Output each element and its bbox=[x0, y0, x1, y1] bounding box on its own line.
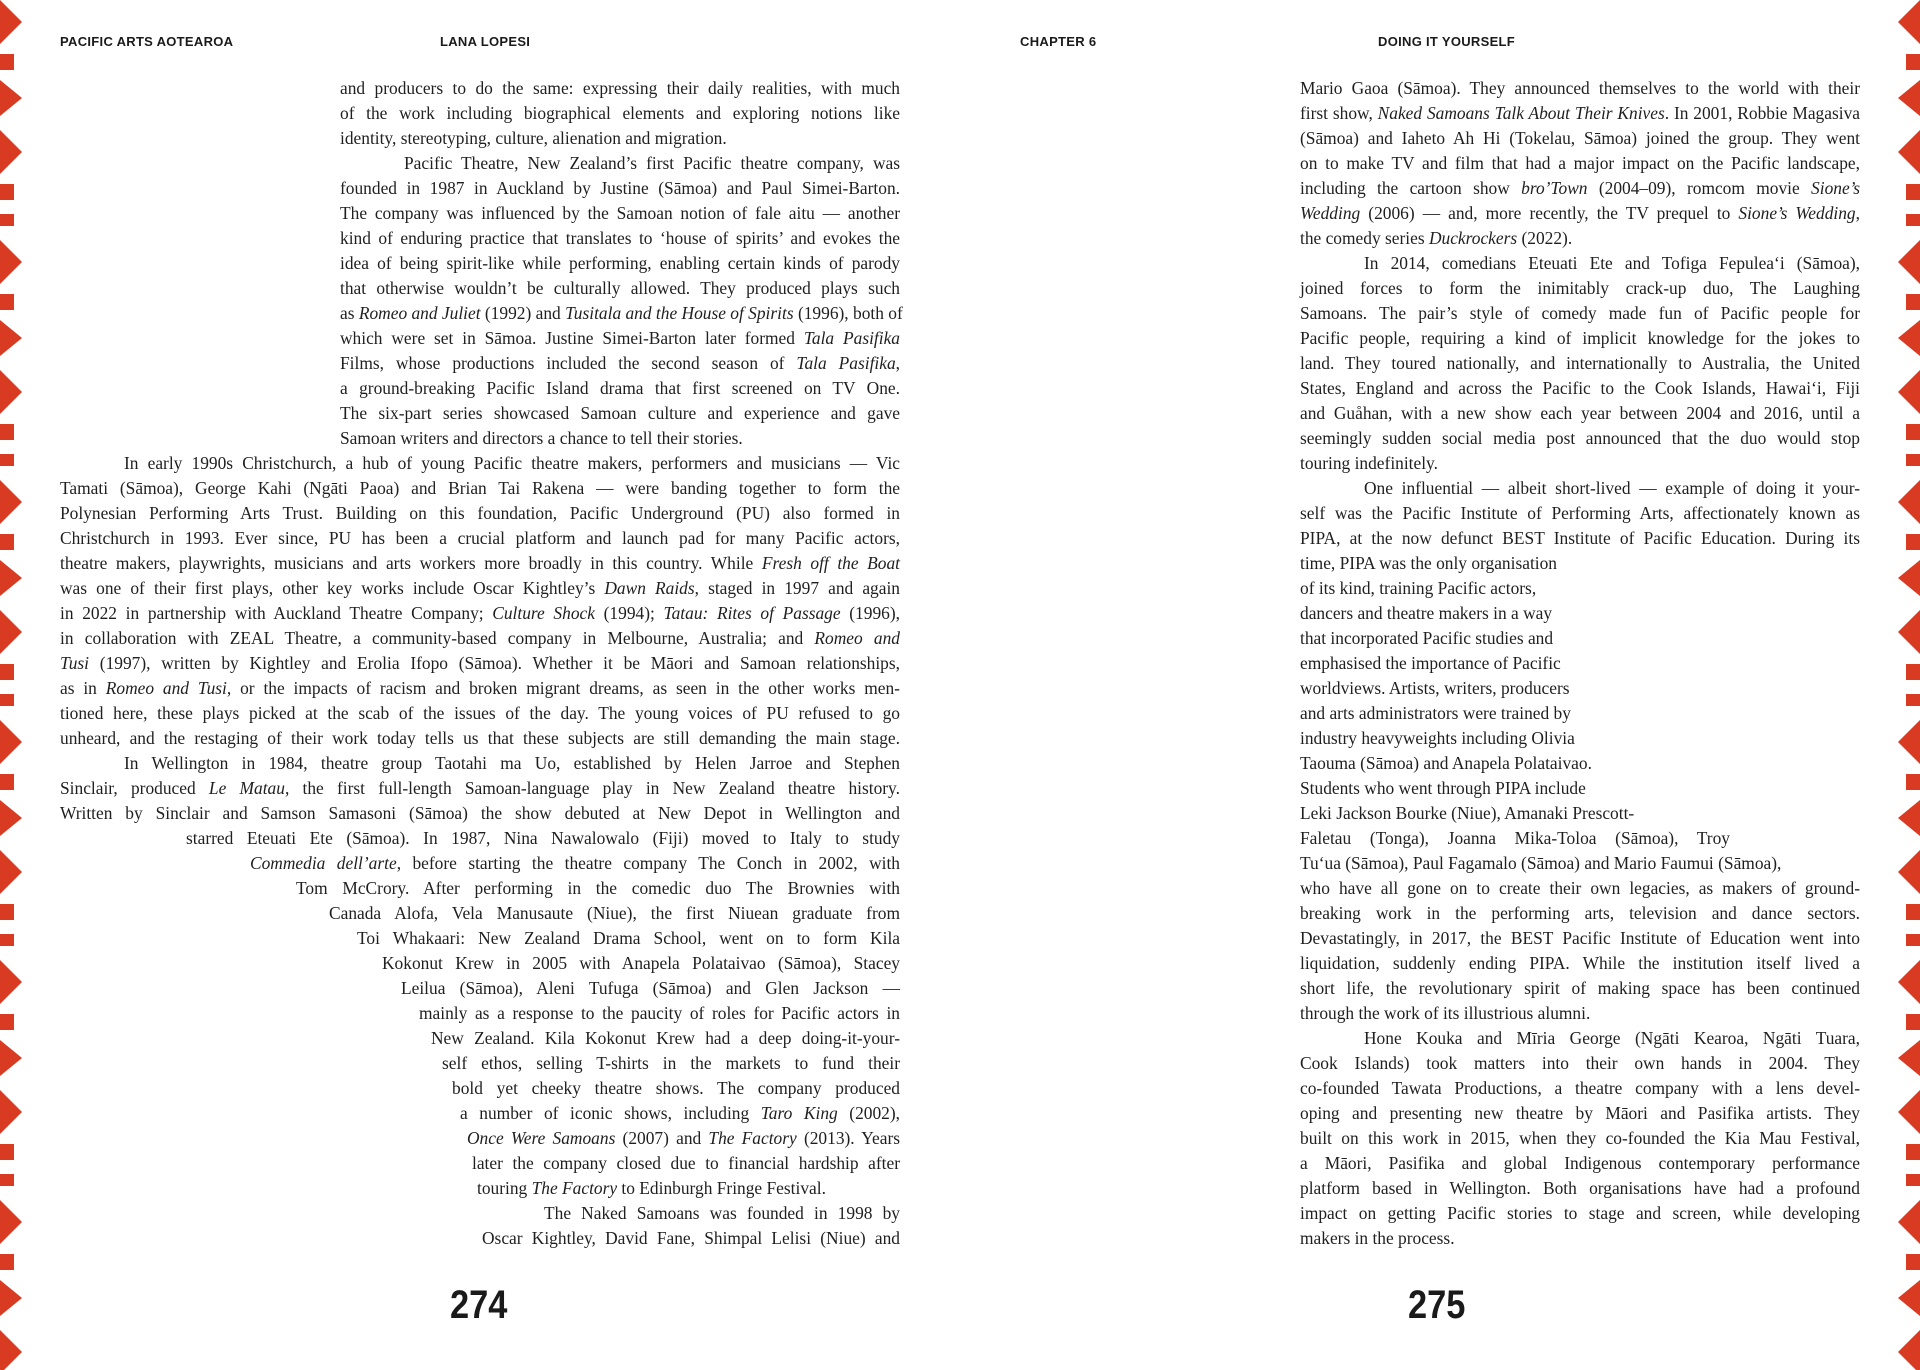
border-shape bbox=[1906, 904, 1920, 920]
text-line: Pacific people, requiring a kind of implicit knowledge for the jokes to bbox=[1300, 328, 1860, 348]
border-shape bbox=[0, 560, 22, 596]
border-shape bbox=[0, 1144, 14, 1160]
text-line: Tom McCrory. After performing in the comedic duo The Brownies with bbox=[296, 878, 900, 898]
border-shape bbox=[0, 1280, 22, 1316]
text-line: in collaboration with ZEAL Theatre, a community-based company in Melbourne, Australia; and Romeo and bbox=[60, 628, 900, 648]
border-shape bbox=[0, 1014, 14, 1030]
text-line: that otherwise wouldn’t be culturally allowed. They produced plays such bbox=[340, 278, 900, 298]
text-line: Oscar Kightley, David Fane, Shimpal Lelisi (Niue) and bbox=[482, 1228, 900, 1248]
text-line: New Zealand. Kila Kokonut Krew had a deep doing-it-your- bbox=[431, 1028, 900, 1048]
text-line: Tusi (1997), written by Kightley and Erolia Ifopo (Sāmoa). Whether it be Māori and Samoan relationships, bbox=[60, 653, 900, 673]
border-shape bbox=[0, 1330, 22, 1370]
border-shape bbox=[1906, 1174, 1920, 1186]
text-line: Films, whose productions included the second season of Tala Pasifika, bbox=[340, 353, 901, 373]
border-shape bbox=[0, 54, 14, 70]
text-line: idea of being spirit-like while performing, enabling certain kinds of parody bbox=[340, 253, 900, 273]
border-shape bbox=[1898, 80, 1920, 116]
border-shape bbox=[1906, 1254, 1920, 1270]
text-line: touring indefinitely. bbox=[1300, 453, 1438, 473]
text-line: as in Romeo and Tusi, or the impacts of racism and broken migrant dreams, as seen in the other works men- bbox=[60, 678, 900, 698]
border-shape bbox=[1898, 560, 1920, 596]
border-shape bbox=[1898, 1040, 1920, 1076]
text-line: Pacific Theatre, New Zealand’s first Pacific theatre company, was bbox=[404, 153, 900, 173]
border-shape bbox=[0, 184, 14, 200]
text-line: Taouma (Sāmoa) and Anapela Polataivao. bbox=[1300, 753, 1592, 773]
border-shape bbox=[1906, 424, 1920, 440]
text-line: on to make TV and film that had a major impact on the Pacific landscape, bbox=[1300, 153, 1860, 173]
text-line: liquidation, suddenly ending PIPA. While the institution itself lived a bbox=[1300, 953, 1860, 973]
text-line: The Naked Samoans was founded in 1998 by bbox=[544, 1203, 900, 1223]
border-shape bbox=[1906, 534, 1920, 550]
border-shape bbox=[0, 454, 14, 466]
text-line: The six-part series showcased Samoan culture and experience and gave bbox=[340, 403, 900, 423]
border-shape bbox=[1898, 480, 1920, 524]
border-shape bbox=[0, 1254, 14, 1270]
border-shape bbox=[1898, 130, 1920, 174]
text-line: the comedy series Duckrockers (2022). bbox=[1300, 228, 1573, 248]
border-shape bbox=[1898, 850, 1920, 894]
text-line: Sinclair, produced Le Matau, the first full-length Samoan-language play in New Zealand theatre history. bbox=[60, 778, 900, 798]
border-shape bbox=[1906, 294, 1920, 310]
text-line: time, PIPA was the only organisation bbox=[1300, 553, 1557, 573]
text-line: oping and presenting new theatre by Māori and Pasifika artists. They bbox=[1300, 1103, 1860, 1123]
border-shape bbox=[0, 800, 22, 836]
border-shape bbox=[1906, 774, 1920, 790]
text-line: a number of iconic shows, including Taro King (2002), bbox=[460, 1103, 900, 1123]
text-line: Leki Jackson Bourke (Niue), Amanaki Prescott- bbox=[1300, 803, 1635, 823]
text-line: Written by Sinclair and Samson Samasoni (Sāmoa) the show debuted at New Depot in Wellington and bbox=[60, 803, 900, 823]
text-line: touring The Factory to Edinburgh Fringe Festival. bbox=[477, 1178, 826, 1198]
text-line: a ground-breaking Pacific Island drama that first screened on TV One. bbox=[340, 378, 900, 398]
text-line: In Wellington in 1984, theatre group Taotahi ma Uo, established by Helen Jarroe and Stephen bbox=[124, 753, 900, 773]
running-header-title: PACIFIC ARTS AOTEAROA bbox=[60, 34, 234, 49]
border-shape bbox=[1906, 54, 1920, 70]
text-line: of the work including biographical elements and exploring notions like bbox=[340, 103, 900, 123]
border-shape bbox=[1906, 1144, 1920, 1160]
border-shape bbox=[1898, 0, 1920, 44]
border-shape bbox=[1898, 720, 1920, 764]
text-line: Canada Alofa, Vela Manusaute (Niue), the first Niuean graduate from bbox=[329, 903, 900, 923]
text-line: makers in the process. bbox=[1300, 1228, 1455, 1248]
border-shape bbox=[0, 694, 14, 706]
border-shape bbox=[1898, 1200, 1920, 1244]
text-line: and Guåhan, with a new show each year between 2004 and 2016, until a bbox=[1300, 403, 1860, 423]
border-shape bbox=[1906, 454, 1920, 466]
running-header-chapter: CHAPTER 6 bbox=[1020, 34, 1097, 49]
text-line: mainly as a response to the paucity of roles for Pacific actors in bbox=[419, 1003, 900, 1023]
text-line: The company was influenced by the Samoan notion of fale aitu — another bbox=[340, 203, 900, 223]
text-line: of its kind, training Pacific actors, bbox=[1300, 578, 1537, 598]
text-line: Toi Whakaari: New Zealand Drama School, went on to form Kila bbox=[357, 928, 900, 948]
body-text bbox=[1300, 76, 1860, 1251]
text-line: kind of enduring practice that translates to ‘house of spirits’ and evokes the bbox=[340, 228, 900, 248]
border-shape bbox=[1906, 934, 1920, 946]
text-line: who have all gone on to create their own legacies, as makers of ground- bbox=[1300, 878, 1860, 898]
text-line: was one of their first plays, other key works include Oscar Kightley’s Dawn Raids, staged in 1997 and again bbox=[60, 578, 900, 598]
text-line: Once Were Samoans (2007) and The Factory (2013). Years bbox=[467, 1128, 901, 1148]
border-shape bbox=[0, 320, 22, 356]
border-shape bbox=[1898, 320, 1920, 356]
border-shape bbox=[0, 960, 22, 1004]
text-line: industry heavyweights including Olivia bbox=[1300, 728, 1575, 748]
text-line: theatre makers, playwrights, musicians and arts workers more broadly in this country. While Fresh off the Boat bbox=[60, 553, 901, 573]
text-line: through the work of its illustrious alumni. bbox=[1300, 1003, 1591, 1023]
text-line: Mario Gaoa (Sāmoa). They announced themselves to the world with their bbox=[1300, 78, 1860, 98]
text-line: emphasised the importance of Pacific bbox=[1300, 653, 1561, 673]
text-line: including the cartoon show bro’Town (2004–09), romcom movie Sione’s bbox=[1300, 178, 1860, 198]
text-line: States, England and across the Pacific to the Cook Islands, Hawai‘i, Fiji bbox=[1300, 378, 1860, 398]
text-line: tioned here, these plays picked at the scab of the issues of the day. The young voices of PU refused to go bbox=[60, 703, 900, 723]
border-shape bbox=[1906, 214, 1920, 226]
text-line: joined forces to form the inimitably crack-up duo, The Laughing bbox=[1300, 278, 1860, 298]
text-line: One influential — albeit short-lived — example of doing it your- bbox=[1364, 478, 1860, 498]
border-shape bbox=[1898, 240, 1920, 284]
border-shape bbox=[0, 424, 14, 440]
text-line: self ethos, selling T-shirts in the markets to fund their bbox=[442, 1053, 900, 1073]
text-line: impact on getting Pacific stories to stage and screen, while developing bbox=[1300, 1203, 1860, 1223]
text-line: platform based in Wellington. Both organisations have had a profound bbox=[1300, 1178, 1860, 1198]
text-line: Devastatingly, in 2017, the BEST Pacific Institute of Education went into bbox=[1300, 928, 1860, 948]
text-line: Kokonut Krew in 2005 with Anapela Polataivao (Sāmoa), Stacey bbox=[382, 953, 900, 973]
border-shape bbox=[0, 240, 22, 284]
border-shape bbox=[0, 850, 22, 894]
right-page bbox=[960, 0, 1920, 1370]
text-line: Samoan writers and directors a chance to tell their stories. bbox=[340, 428, 743, 448]
text-line: seemingly sudden social media post announced that the duo would stop bbox=[1300, 428, 1860, 448]
text-line: unheard, and the restaging of their work today tells us that these subjects are still demanding the main stage. bbox=[60, 728, 900, 748]
border-shape bbox=[0, 480, 22, 524]
border-shape bbox=[1898, 610, 1920, 654]
text-line: and arts administrators were trained by bbox=[1300, 703, 1571, 723]
text-line: founded in 1987 in Auckland by Justine (Sāmoa) and Paul Simei-Barton. bbox=[340, 178, 900, 198]
border-shape bbox=[1906, 694, 1920, 706]
text-line: PIPA, at the now defunct BEST Institute of Pacific Education. During its bbox=[1300, 528, 1860, 548]
border-shape bbox=[0, 664, 14, 680]
text-line: starred Eteuati Ete (Sāmoa). In 1987, Nina Nawalowalo (Fiji) moved to Italy to study bbox=[186, 828, 900, 848]
text-line: built on this work in 2015, when they co-founded the Kia Mau Festival, bbox=[1300, 1128, 1860, 1148]
text-line: In early 1990s Christchurch, a hub of young Pacific theatre makers, performers and musicians — Vic bbox=[124, 453, 900, 473]
text-line: first show, Naked Samoans Talk About Their Knives. In 2001, Robbie Magasiva bbox=[1300, 103, 1860, 123]
text-line: Students who went through PIPA include bbox=[1300, 778, 1586, 798]
border-shape bbox=[0, 1200, 22, 1244]
text-line: as Romeo and Juliet (1992) and Tusitala and the House of Spirits (1996), both of bbox=[340, 303, 903, 323]
right-decorative-border bbox=[1892, 0, 1920, 1370]
text-line: identity, stereotyping, culture, alienation and migration. bbox=[340, 128, 727, 148]
text-line: co-founded Tawata Productions, a theatre company with a lens devel- bbox=[1300, 1078, 1860, 1098]
text-line: Samoans. The pair’s style of comedy made fun of Pacific people for bbox=[1300, 303, 1860, 323]
text-line: in 2022 in partnership with Auckland Theatre Company; Culture Shock (1994); Tatau: Rites of Passage (1996), bbox=[60, 603, 900, 623]
text-line: later the company closed due to financial hardship after bbox=[472, 1153, 900, 1173]
text-line: and producers to do the same: expressing their daily realities, with much bbox=[340, 78, 900, 98]
text-line: short life, the revolutionary spirit of making space has been continued bbox=[1300, 978, 1860, 998]
text-line: Hone Kouka and Mīria George (Ngāti Kearoa, Ngāti Tuara, bbox=[1364, 1028, 1860, 1048]
border-shape bbox=[0, 130, 22, 174]
border-shape bbox=[0, 934, 14, 946]
border-shape bbox=[0, 1174, 14, 1186]
text-line: Cook Islands) took matters into their own hands in 2004. They bbox=[1300, 1053, 1860, 1073]
text-line: breaking work in the performing arts, television and dance sectors. bbox=[1300, 903, 1860, 923]
text-line: Wedding (2006) — and, more recently, the TV prequel to Sione’s Wedding, bbox=[1300, 203, 1860, 223]
border-shape bbox=[0, 1040, 22, 1076]
border-shape bbox=[0, 294, 14, 310]
border-shape bbox=[0, 0, 22, 44]
border-shape bbox=[0, 80, 22, 116]
text-line: a Māori, Pasifika and global Indigenous contemporary performance bbox=[1300, 1153, 1860, 1173]
text-line: self was the Pacific Institute of Performing Arts, affectionately known as bbox=[1300, 503, 1860, 523]
text-line: (Sāmoa) and Iaheto Ah Hi (Tokelau, Sāmoa) joined the group. They went bbox=[1300, 128, 1860, 148]
text-line: Tu‘ua (Sāmoa), Paul Fagamalo (Sāmoa) and Mario Faumui (Sāmoa), bbox=[1300, 853, 1782, 873]
border-shape bbox=[1898, 800, 1920, 836]
text-line: land. They toured nationally, and internationally to Australia, the United bbox=[1300, 353, 1860, 373]
border-shape bbox=[0, 534, 14, 550]
text-line: worldviews. Artists, writers, producers bbox=[1300, 678, 1570, 698]
border-shape bbox=[0, 610, 22, 654]
running-header-chapter-title: DOING IT YOURSELF bbox=[1378, 34, 1516, 49]
page-number: 274 bbox=[450, 1283, 508, 1327]
left-decorative-border bbox=[0, 0, 28, 1370]
border-shape bbox=[1906, 184, 1920, 200]
text-line: that incorporated Pacific studies and bbox=[1300, 628, 1554, 648]
text-line: In 2014, comedians Eteuati Ete and Tofiga Fepulea‘i (Sāmoa), bbox=[1364, 253, 1860, 273]
text-line: which were set in Sāmoa. Justine Simei-Barton later formed Tala Pasifika bbox=[340, 328, 900, 348]
border-shape bbox=[0, 774, 14, 790]
text-line: Polynesian Performing Arts Trust. Building on this foundation, Pacific Underground (PU) also formed in bbox=[60, 503, 900, 523]
running-header-author: LANA LOPESI bbox=[440, 34, 531, 49]
border-shape bbox=[1898, 1090, 1920, 1134]
border-shape bbox=[1898, 370, 1920, 414]
border-shape bbox=[0, 370, 22, 414]
text-line: bold yet cheeky theatre shows. The company produced bbox=[452, 1078, 900, 1098]
border-shape bbox=[1898, 1280, 1920, 1316]
text-line: Tamati (Sāmoa), George Kahi (Ngāti Paoa) and Brian Tai Rakena — were banding together to form the bbox=[60, 478, 900, 498]
text-line: Faletau (Tonga), Joanna Mika-Toloa (Sāmoa), Troy bbox=[1300, 828, 1730, 848]
border-shape bbox=[0, 1090, 22, 1134]
text-line: Commedia dell’arte, before starting the theatre company The Conch in 2002, with bbox=[250, 853, 900, 873]
border-shape bbox=[1898, 1330, 1920, 1370]
body-text bbox=[60, 76, 903, 1251]
text-line: Christchurch in 1993. Ever since, PU has been a crucial platform and launch pad for many Pacific actors, bbox=[60, 528, 900, 548]
page-number: 275 bbox=[1408, 1283, 1466, 1327]
border-shape bbox=[1906, 1014, 1920, 1030]
border-shape bbox=[0, 214, 14, 226]
border-shape bbox=[1898, 960, 1920, 1004]
text-line: Leilua (Sāmoa), Aleni Tufuga (Sāmoa) and Glen Jackson — bbox=[401, 978, 900, 998]
text-line: dancers and theatre makers in a way bbox=[1300, 603, 1553, 623]
border-shape bbox=[0, 720, 22, 764]
border-shape bbox=[0, 904, 14, 920]
border-shape bbox=[1906, 664, 1920, 680]
